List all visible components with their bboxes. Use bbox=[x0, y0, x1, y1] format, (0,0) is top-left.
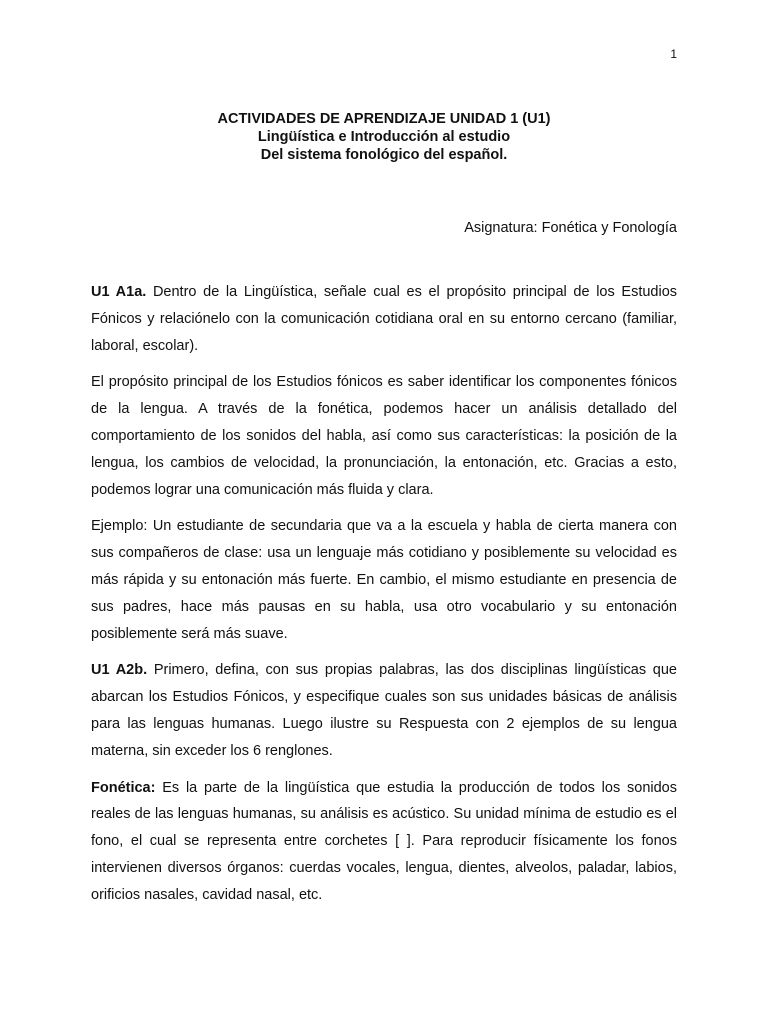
question-2-label: U1 A2b. bbox=[91, 662, 148, 679]
example-paragraph: Ejemplo: Un estudiante de secundaria que va a la escuela y habla de cierta manera con sus compañeros de clase: usa un lenguaje más cotidiano y posiblemente su velocidad es más rápida y su entonación más fuerte. En cambio, el mismo estudiante en presencia de sus padres, hace más pausas en su habla, usa otro vocabulario y su entonación posiblemente será más suave. bbox=[91, 518, 677, 642]
question-1 bbox=[91, 279, 677, 359]
title-line-3: Del sistema fonológico del español. bbox=[260, 147, 508, 163]
document-title bbox=[0, 110, 768, 164]
subject-line: Asignatura: Fonética y Fonología bbox=[464, 220, 677, 236]
fonetica-text: Es la parte de la lingüística que estudia la producción de todos los sonidos reales de las lenguas humanas, su análisis es acústico. Su unidad mínima de estudio es el fono, el cual se representa entre corchetes [ ]. Para reproducir físicamente los fonos intervienen diversos órganos: cuerdas vocales, lengua, dientes, alveolos, paladar, labios, orificios nasales, cavidad nasal, etc. bbox=[91, 779, 677, 903]
question-2-text: Primero, defina, con sus propias palabras, las dos disciplinas lingüísticas que abarcan los Estudios Fónicos, y especifique cuales son sus unidades básicas de análisis para las lenguas humanas. Luego ilustre su Respuesta con 2 ejemplos de su lengua materna, sin exceder los 6 renglones. bbox=[91, 662, 677, 759]
page-number: 1 bbox=[670, 47, 677, 61]
answer-1: El propósito principal de los Estudios fónicos es saber identificar los componentes fónicos de la lengua. A través de la fonética, podemos hacer un análisis detallado del comportamiento de los sonidos del habla, así como sus características: la posición de la lengua, los cambios de velocidad, la pronunciación, la entonación, etc. Gracias a esto, podemos lograr una comunicación más fluida y clara. bbox=[91, 374, 677, 498]
fonetica-definition bbox=[91, 775, 677, 909]
document-body bbox=[91, 279, 677, 919]
fonetica-label: Fonética: bbox=[91, 779, 156, 796]
question-1-text: Dentro de la Lingüística, señale cual es el propósito principal de los Estudios Fónicos y relaciónelo con la comunicación cotidiana oral en su entorno cercano (familiar, laboral, escolar). bbox=[91, 284, 678, 354]
title-line-1: ACTIVIDADES DE APRENDIZAJE UNIDAD 1 (U1) bbox=[217, 111, 551, 127]
question-2 bbox=[91, 657, 677, 764]
title-line-2: Lingüística e Introducción al estudio bbox=[257, 129, 511, 145]
question-1-label: U1 A1a. bbox=[91, 284, 147, 300]
